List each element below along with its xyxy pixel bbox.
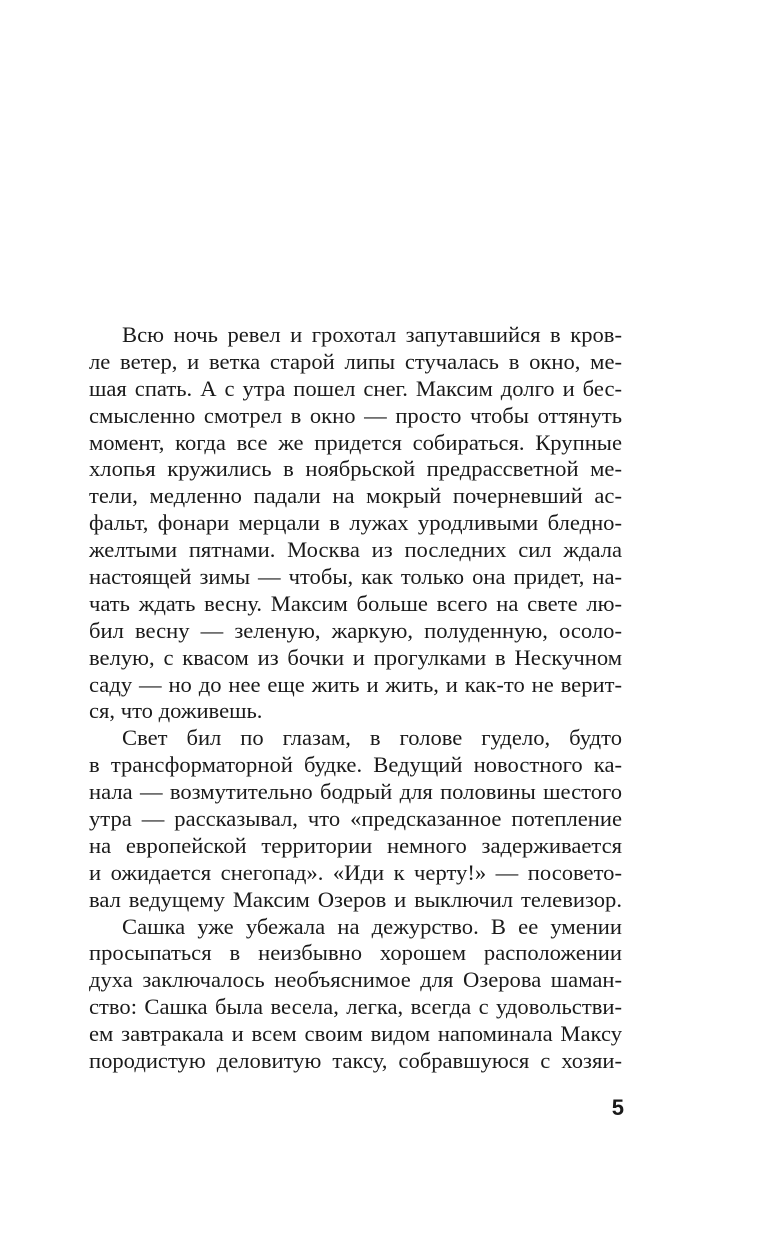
- text-line: тели, медленно падали на мокрый почерневший ас-: [89, 483, 622, 509]
- body-text: [89, 322, 622, 1075]
- text-line: желтыми пятнами. Москва из последних сил ждала: [89, 537, 622, 563]
- text-line: на европейской территории немного задерживается: [89, 832, 622, 858]
- text-line: вал ведущему Максим Озеров и выключил телевизор.: [89, 886, 622, 912]
- text-line: чать ждать весну. Максим больше всего на свете лю-: [89, 590, 622, 616]
- text-line: хлопья кружились в ноябрьской предрассветной ме-: [89, 456, 622, 482]
- text-line: Свет бил по глазам, в голове гудело, будто: [122, 725, 622, 751]
- text-line: смысленно смотрел в окно — просто чтобы оттянуть: [89, 402, 622, 428]
- text-line: велую, с квасом из бочки и прогулками в Нескучном: [89, 644, 622, 670]
- text-line: духа заключалось необъяснимое для Озерова шаман-: [89, 967, 622, 993]
- text-line: Сашка уже убежала на дежурство. В ее умении: [122, 913, 622, 939]
- text-line: шая спать. А с утра пошел снег. Максим долго и бес-: [89, 375, 622, 401]
- page-number: 5: [611, 1095, 624, 1120]
- text-line: утра — рассказывал, что «предсказанное потепление: [89, 806, 622, 832]
- text-line: ем завтракала и всем своим видом напоминала Максу: [89, 1021, 622, 1047]
- text-line: Всю ночь ревел и грохотал запутавшийся в кров-: [122, 322, 622, 347]
- text-line: в трансформаторной будке. Ведущий новостного ка-: [89, 752, 622, 778]
- text-line: настоящей зимы — чтобы, как только она придет, на-: [89, 564, 622, 590]
- text-line: и ожидается снегопад». «Иди к черту!» — посовето-: [89, 859, 622, 885]
- text-line: момент, когда все же придется собираться. Крупные: [89, 429, 622, 455]
- text-line: ле ветер, и ветка старой липы стучалась в окно, ме-: [89, 348, 622, 374]
- text-line: бил весну — зеленую, жаркую, полуденную, осоло-: [89, 617, 622, 643]
- text-line: ство: Сашка была весела, легка, всегда с удовольстви-: [89, 994, 622, 1020]
- text-line: фальт, фонари мерцали в лужах уродливыми бледно-: [89, 510, 622, 536]
- text-line: породистую деловитую таксу, собравшуюся с хозяи-: [89, 1048, 622, 1074]
- text-line: просыпаться в неизбывно хорошем расположении: [89, 940, 622, 966]
- text-line: нала — возмутительно бодрый для половины шестого: [89, 779, 622, 805]
- text-line: ся, что доживешь.: [89, 698, 263, 724]
- text-line: саду — но до нее еще жить и жить, и как-то не верит-: [89, 671, 622, 697]
